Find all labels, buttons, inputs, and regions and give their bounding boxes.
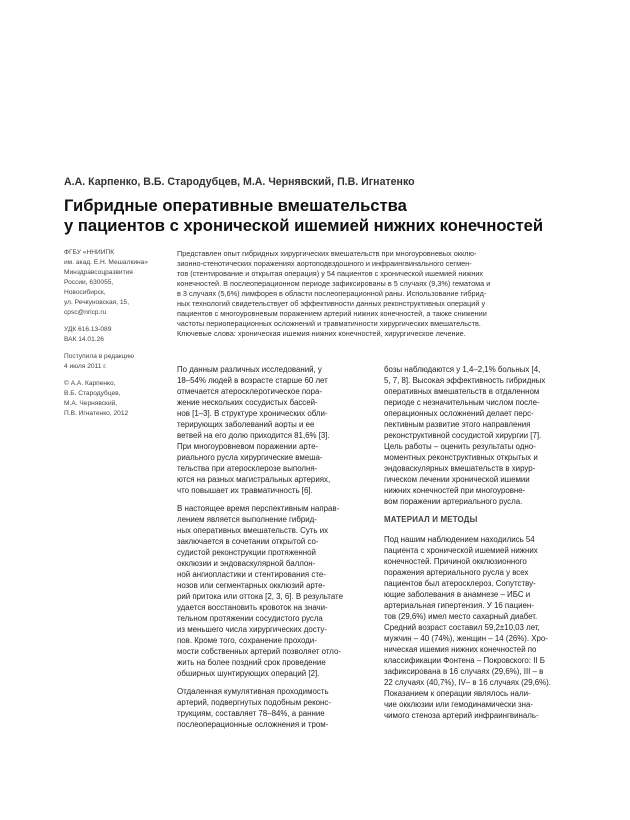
body-line: гическом лечении хронической ишемии (384, 475, 530, 484)
body-line: Цель работы – оценить результаты одно- (384, 442, 536, 451)
affiliation-line: Минздравсоцразвития (64, 269, 133, 276)
affiliation (64, 248, 168, 318)
body-line: мужчин – 40 (74%), женщин – 14 (26%). Хро- (384, 634, 548, 643)
body-line: жение нескольких сосудистых бассей- (177, 398, 318, 407)
body-line: Отдаленная кумулятивная проходимость (177, 687, 329, 696)
copyright-line: В.Б. Стародубцев, (64, 390, 121, 397)
copyright-line: М.А. Чернявский, (64, 400, 118, 407)
title-line: у пациентов с хронической ишемией нижних конечностей (64, 216, 544, 235)
body-line: из меньшего числа хирургических досту- (177, 625, 327, 634)
affiliation-line: ул. Речкуновская, 15, (64, 299, 130, 306)
body-line: нозов или сегментарных окклюзий арте- (177, 581, 326, 590)
body-line: обширных шунтирующих операций [2]. (177, 669, 320, 678)
body-line: артерий, подвергнутых подобным реконс- (177, 698, 331, 707)
body-line: мости собственных артерий позволяет отло- (177, 647, 341, 656)
copyright-line: © А.А. Карпенко, (64, 380, 116, 387)
copyright (64, 379, 168, 419)
affiliation-line: ФГБУ «ННИИПК (64, 249, 115, 256)
body-line: Под нашим наблюдением находились 54 (384, 535, 535, 544)
body-line: Средний возраст составил 59,2±10,03 лет, (384, 623, 540, 632)
title-line: Гибридные оперативные вмешательства (64, 196, 407, 215)
abstract-line: зионно-стенотических поражениях аортоподвздошного и инфраингвинального сегмен- (177, 259, 472, 268)
body-line: ются на разных магистральных артериях, (177, 475, 331, 484)
body-column-right (384, 364, 574, 728)
keywords-line: Ключевые слова: хроническая ишемия нижних конечностей, хирургическое лечение. (177, 329, 466, 338)
body-line: Показанием к операции являлось нали- (384, 689, 531, 698)
body-line: пациентов был атеросклероз. Сопутству- (384, 579, 536, 588)
body-line: судистой реконструкции протяженной (177, 548, 316, 557)
body-line: пациента с хронической ишемией нижних (384, 546, 538, 555)
body-line: поражения артериального русла у всех (384, 568, 529, 577)
body-line: 5, 7, 8]. Высокая эффективность гибридных (384, 376, 546, 385)
body-line: классификации Фонтена – Покровского: II Б (384, 656, 545, 665)
body-line: послеоперационные осложнения и тром- (177, 720, 329, 729)
body-line: моментных реконструктивных открытых и (384, 453, 538, 462)
abstract-line: частоты периоперационных осложнений и травматичности хирургических вмешательств. (177, 319, 481, 328)
body-line: жить на более поздний срок проведение (177, 658, 326, 667)
body-line: терирующих заболеваний аорты и ее (177, 420, 315, 429)
body-line: При многоуровневом поражении арте- (177, 442, 319, 451)
abstract-line: конечностей. В послеоперационном периоде зафиксированы в 5 случаях (9,3%) гематома и (177, 279, 491, 288)
body-line: рий притока или оттока [2, 3, 6]. В результате (177, 592, 343, 601)
body-line: оперативных вмешательств в отдаленном (384, 387, 540, 396)
body-line: ной ангиопластики и стентирования сте- (177, 570, 326, 579)
body-line: чимого стеноза артерий инфраингвиналь- (384, 711, 539, 720)
body-line: В настоящее время перспективным направ- (177, 504, 340, 513)
body-line: тельном протяжении сосудистого русла (177, 614, 323, 623)
affiliation-line: России, 630055, (64, 279, 114, 286)
body-line: нов [1–3]. В структуре хронических обли- (177, 409, 328, 418)
body-line: пов. Кроме того, сохранение проходи- (177, 636, 317, 645)
abstract-line: пациентов с многоуровневым поражением артерий нижних конечностей, а также снижении (177, 309, 487, 318)
copyright-line: П.В. Игнатенко, 2012 (64, 410, 129, 417)
classification-codes (64, 325, 168, 345)
body-paragraph (177, 686, 367, 730)
received-line: Поступила в редакцию (64, 353, 135, 360)
body-line: 22 случаях (40,7%), IV– в 16 случаях (29,6%). (384, 678, 552, 687)
body-line: вом поражении артериального русла. (384, 497, 523, 506)
affiliation-email: cpsc@nricp.ru (64, 309, 107, 316)
body-line: бозы наблюдаются у 1,4–2,1% больных [4, (384, 365, 541, 374)
body-line: ных оперативных вмешательств. Суть их (177, 526, 329, 535)
abstract-line: Представлен опыт гибридных хирургических вмешательств при многоуровневых окклю- (177, 249, 477, 258)
abstract-line: в 3 случаях (5,6%) лимфорея в области послеоперационной раны. Использование гибрид- (177, 289, 487, 298)
affiliation-line: Новосибирск, (64, 289, 106, 296)
body-paragraph (384, 534, 574, 721)
body-paragraph (177, 364, 367, 496)
body-line: отмечается атеросклеротическое пора- (177, 387, 322, 396)
section-heading: МАТЕРИАЛ И МЕТОДЫ (384, 515, 478, 524)
body-paragraph (384, 364, 574, 507)
body-line: риального русла хирургические вмеша- (177, 453, 323, 462)
body-line: реконструктивной сосудистой хирургии [7]. (384, 431, 542, 440)
body-line: нижних конечностей при многоуровне- (384, 486, 526, 495)
body-line: окклюзии и эндоваскулярной баллон- (177, 559, 316, 568)
authors-line: А.А. Карпенко, В.Б. Стародубцев, М.А. Чернявский, П.В. Игнатенко (64, 176, 415, 188)
body-line: заключается в сочетании открытой со- (177, 537, 319, 546)
body-line: зафиксирована в 16 случаях (29,6%), III – в (384, 667, 544, 676)
affiliation-line: им. акад. Е.Н. Мешалкина» (64, 259, 148, 266)
body-paragraph (177, 503, 367, 679)
body-line: тов (29,6%) имел место сахарный диабет. (384, 612, 538, 621)
body-line: лением является выполнение гибрид- (177, 515, 317, 524)
body-line: ветвей на его долю приходится 81,6% [3]. (177, 431, 330, 440)
received-line: 4 июля 2011 г. (64, 363, 107, 370)
body-line: тельства при атеросклерозе выполня- (177, 464, 318, 473)
body-line: периоде с незначительным числом после- (384, 398, 540, 407)
body-line: операционных осложнений делает перс- (384, 409, 534, 418)
abstract-line: тов (стентирование и открытая операция) у 54 пациентов с хронической ишемией нижних (177, 269, 484, 278)
article-title (64, 196, 604, 236)
body-line: что повышает их травматичность [6]. (177, 486, 313, 495)
vak-code: ВАК 14.01.26 (64, 336, 104, 343)
abstract (177, 249, 577, 339)
body-line: чие окклюзии или гемодинамически зна- (384, 700, 534, 709)
body-line: ющие заболевания в анамнезе – ИБС и (384, 590, 531, 599)
body-line: трукциям, составляет 78–84%, а ранние (177, 709, 325, 718)
received-date (64, 352, 168, 372)
abstract-line: ных технологий свидетельствует об эффективности данных реконструктивных операций у (177, 299, 486, 308)
body-line: артериальная гипертензия. У 16 пациен- (384, 601, 534, 610)
body-line: конечностей. Причиной окклюзионного (384, 557, 527, 566)
body-line: 18–54% людей в возрасте старше 60 лет (177, 376, 328, 385)
body-line: эндоваскулярных вмешательств в хирур- (384, 464, 536, 473)
body-column-left (177, 364, 367, 737)
body-line: пективным развитие этого направления (384, 420, 531, 429)
article-sidebar (64, 248, 168, 426)
udc-code: УДК 616.13-089 (64, 326, 112, 333)
body-line: ническая ишемия нижних конечностей по (384, 645, 537, 654)
body-line: По данным различных исследований, у (177, 365, 322, 374)
body-line: удается восстановить кровоток на значи- (177, 603, 328, 612)
